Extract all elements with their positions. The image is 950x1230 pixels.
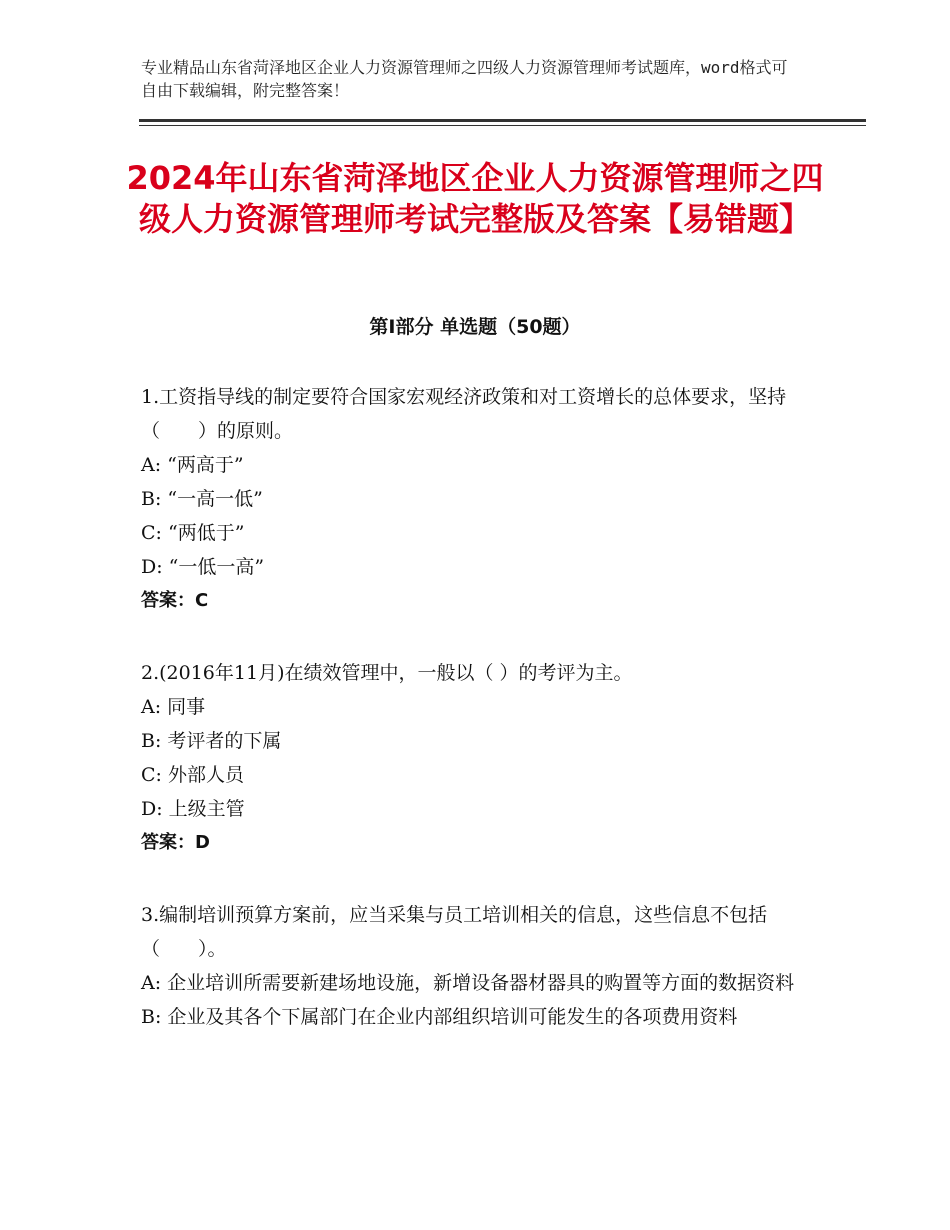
- document-title: 2024年山东省菏泽地区企业人力资源管理师之四级人力资源管理师考试完整版及答案【易错题】: [126, 159, 824, 238]
- question-list: [141, 380, 806, 1072]
- header-divider-thin: [139, 125, 866, 126]
- header-divider-thick: [139, 119, 866, 122]
- option-c: C: “两低于”: [141, 522, 245, 544]
- question-stem: 3.编制培训预算方案前，应当采集与员工培训相关的信息，这些信息不包括（ ）。: [141, 904, 768, 960]
- option-a: A: 同事: [141, 696, 206, 718]
- question-2: [141, 656, 806, 860]
- option-d: D: 上级主管: [141, 798, 245, 820]
- option-b: B: 考评者的下属: [141, 730, 282, 752]
- question-1: [141, 380, 806, 618]
- answer-line: 答案：D: [141, 832, 210, 853]
- question-stem: 2.(2016年11月)在绩效管理中，一般以（ ）的考评为主。: [141, 662, 633, 684]
- question-3: [141, 898, 806, 1034]
- option-a: A: 企业培训所需要新建场地设施，新增设备器材器具的购置等方面的数据资料: [141, 972, 795, 994]
- section-heading: 第Ⅰ部分 单选题（50题）: [369, 316, 581, 338]
- answer-line: 答案：C: [141, 590, 209, 611]
- option-a: A: “两高于”: [141, 454, 244, 476]
- option-c: C: 外部人员: [141, 764, 244, 786]
- option-b: B: 企业及其各个下属部门在企业内部组织培训可能发生的各项费用资料: [141, 1006, 738, 1028]
- header-note: 专业精品山东省菏泽地区企业人力资源管理师之四级人力资源管理师考试题库，word格式可自由下载编辑，附完整答案！: [141, 58, 788, 100]
- option-d: D: “一低一高”: [141, 556, 265, 578]
- option-b: B: “一高一低”: [141, 488, 263, 510]
- question-stem: 1.工资指导线的制定要符合国家宏观经济政策和对工资增长的总体要求，坚持（ ）的原则。: [141, 386, 787, 442]
